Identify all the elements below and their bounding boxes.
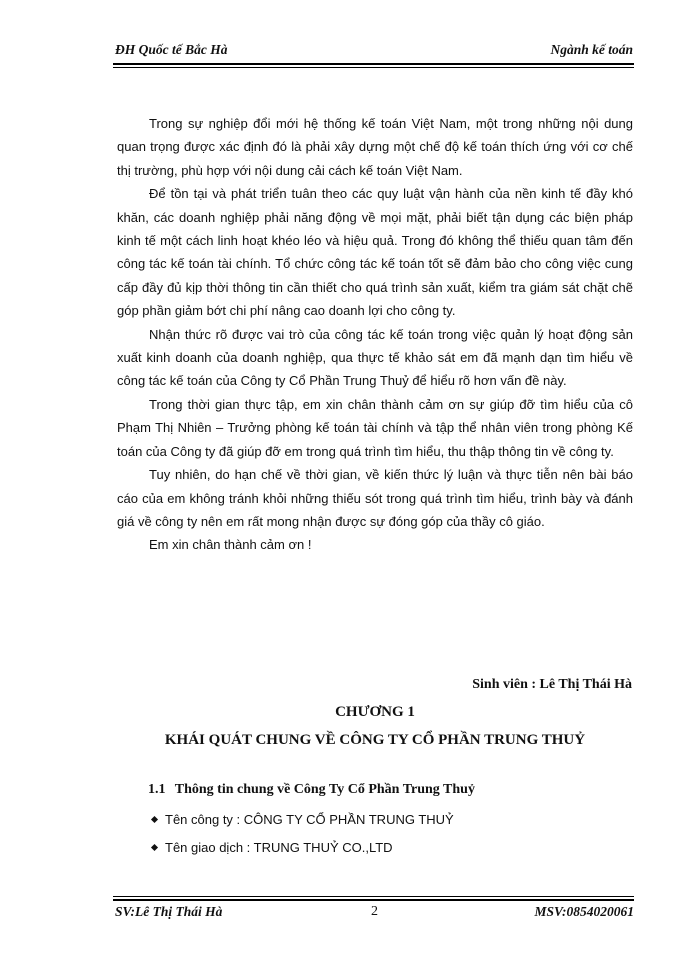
chapter-title: KHÁI QUÁT CHUNG VỀ CÔNG TY CỔ PHẦN TRUNG THUỶ <box>164 732 586 748</box>
paragraph: Trong thời gian thực tập, em xin chân thành cảm ơn sự giúp đỡ tìm hiểu của cô Phạm Thị Nhiên – Trưởng phòng kế toán tài chính và tập thể nhân viên trong phòng Kế toán của Công ty đã giúp đỡ em trong quá trình tìm hiểu, thu thập thông tin về công ty. <box>117 396 633 459</box>
header-university: ĐH Quốc tế Bắc Hà <box>115 42 228 57</box>
section-heading <box>148 782 475 798</box>
student-signature: Sinh viên : Lê Thị Thái Hà <box>472 677 632 692</box>
footer-student-id: MSV:0854020061 <box>534 904 634 919</box>
paragraph: Trong sự nghiệp đổi mới hệ thống kế toán Việt Nam, một trong những nội dung quan trọng được xác định đó là phải xây dựng một chế độ kế toán thích ứng với cơ chế thị trường, phù hợp với nội dung cải cách kế toán Việt Nam. <box>117 116 633 178</box>
diamond-bullet-icon <box>151 816 158 823</box>
chapter-number: CHƯƠNG 1 <box>335 704 415 720</box>
body-text <box>117 112 633 557</box>
footer-rule-thick <box>113 899 634 901</box>
page-footer <box>113 904 634 926</box>
footer-student-name: SV:Lê Thị Thái Hà <box>115 904 223 919</box>
paragraph: Em xin chân thành cảm ơn ! <box>149 537 312 553</box>
page-header <box>113 40 633 62</box>
diamond-bullet-icon <box>151 844 158 851</box>
list-item-text: Tên công ty : CÔNG TY CỔ PHẦN TRUNG THUỶ <box>165 812 454 827</box>
bullet-list <box>150 806 454 862</box>
paragraph: Để tồn tại và phát triển tuân theo các quy luật vận hành của nền kinh tế đầy khó khăn, các doanh nghiệp phải năng động về mọi mặt, phải biết tận dụng các biện pháp kinh tế một cách linh hoạt khéo léo và hiệu quả. Trong đó không thể thiếu quan tâm đến công tác kế toán tài chính. Tổ chức công tác kế toán tốt sẽ đảm bảo cho công việc cung cấp đầy đủ kịp thời thông tin cần thiết cho quá trình sản xuất, kiểm tra giám sát chặt chẽ góp phần giảm bớt chi phí nâng cao doanh lợi cho công ty. <box>117 186 633 319</box>
list-item-text: Tên giao dịch : TRUNG THUỶ CO.,LTD <box>165 840 393 855</box>
paragraph: Tuy nhiên, do hạn chế về thời gian, về kiến thức lý luận và thực tiễn nên bài báo cáo của em không tránh khỏi những thiếu sót trong quá trình tìm hiểu, trình bày và đánh giá về công ty nên em rất mong nhận được sự đóng góp của thầy cô giáo. <box>117 467 633 529</box>
header-rule-thin <box>113 67 634 68</box>
page-number: 2 <box>371 904 378 919</box>
paragraph: Nhận thức rõ được vai trò của công tác kế toán trong việc quản lý hoạt động sản xuất kinh doanh của doanh nghiệp, qua thực tế khảo sát em đã mạnh dạn tìm hiểu về công tác kế toán của Công ty Cổ Phần Trung Thuỷ để hiểu rõ hơn vấn đề này. <box>117 326 633 389</box>
list-item <box>150 834 454 862</box>
header-major: Ngành kế toán <box>550 42 633 57</box>
section-title: Thông tin chung về Công Ty Cổ Phần Trung Thuỷ <box>174 782 475 797</box>
footer-rule-thin <box>113 896 634 897</box>
header-rule-thick <box>113 63 634 65</box>
list-item <box>150 806 454 834</box>
section-number: 1.1 <box>148 782 166 797</box>
